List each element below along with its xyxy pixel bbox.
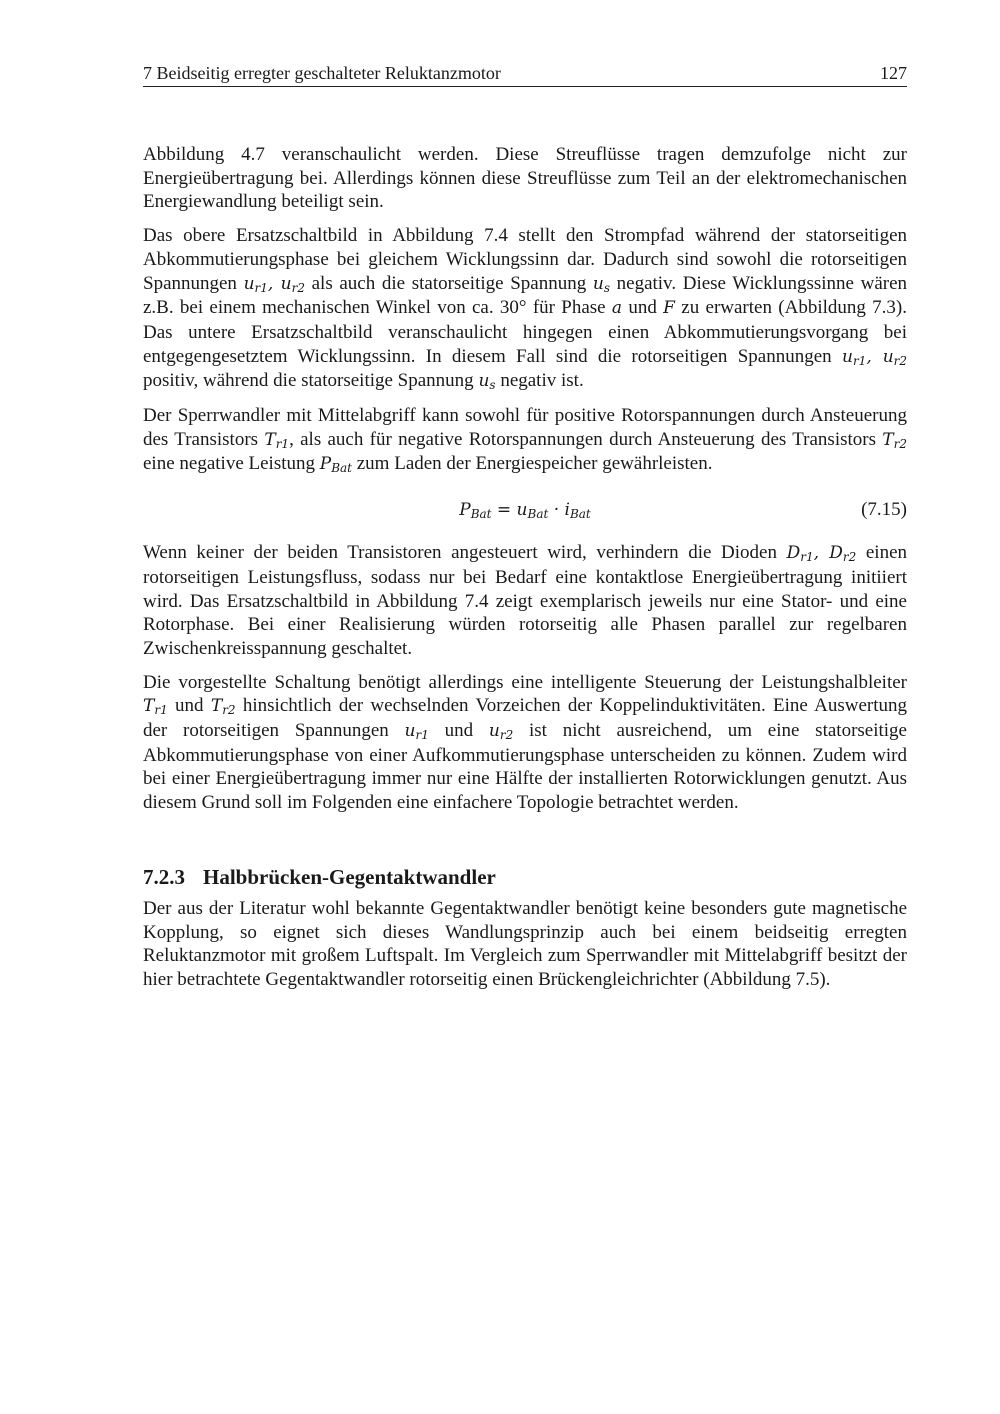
paragraph-2-text: Das obere Ersatzschaltbild in Abbildung 7.4 stellt den Strompfad während der statorseitigen Abkommutierungsphase bei gleichem Wicklungssinn dar. Dadurch sind sowohl die rotorseitigen Spannungen bbox=[143, 225, 907, 294]
paragraph-3-text: Der Sperrwandler mit Mittelabgriff kann sowohl für positive Rotorspannungen durch Ansteuerung des Transistors bbox=[143, 405, 907, 450]
paragraph-4-text: Wenn keiner der beiden Transistoren angesteuert wird, verhindern die Dioden bbox=[143, 542, 787, 564]
section-title: Halbbrücken-Gegentaktwandler bbox=[203, 864, 496, 889]
math-tr1: $T_{r1}$ bbox=[264, 429, 290, 451]
math-phase-a: a bbox=[611, 298, 623, 319]
paragraph-5-text: ist nicht ausreichend, um eine statorseitige Abkommutierungsphase von einer Aufkommutierungsphase unterscheiden zu können. Zudem wird bei einer Energieübertragung immer nur eine Hälfte der installierten Rotorwicklungen genutzt. Aus diesem Grund soll im Folgenden eine einfachere Topologie betrachtet werden. bbox=[143, 720, 907, 814]
math-ur1-ur2: $u_{r1}$, $u_{r2}$ bbox=[841, 346, 908, 368]
math-tr2: $T_{r2}$ bbox=[882, 429, 908, 451]
math-us: $u_s$ bbox=[592, 273, 610, 295]
math-us: $u_s$ bbox=[478, 371, 496, 393]
paragraph-5-text: hinsichtlich der wechselnden Vorzeichen der Koppelinduktivitäten. Eine Auswertung der rotorseitigen Spannungen bbox=[143, 695, 907, 742]
math-dr1-dr2: $D_{r1}$, $D_{r2}$ bbox=[786, 543, 857, 565]
body-text bbox=[143, 143, 907, 1002]
section-number: 7.2.3 bbox=[143, 864, 185, 889]
paragraph-2-text: negativ ist. bbox=[495, 370, 584, 392]
running-header bbox=[143, 60, 907, 87]
paragraph-2-text: zu erwarten (Abbildung 7.3). Das untere Ersatzschaltbild veranschaulicht hingegen einen Abkommutierungsvorgang bei entgegengesetztem Wicklungssinn. In diesem Fall sind die rotorseitigen Spannungen bbox=[143, 297, 908, 367]
paragraph-5-text: und bbox=[167, 695, 211, 717]
math-ur1: $u_{r1}$ bbox=[404, 721, 429, 743]
equation-7-15 bbox=[143, 493, 907, 527]
equation-number: (7.15) bbox=[861, 499, 907, 521]
paragraph-6: Der aus der Literatur wohl bekannte Gegentaktwandler benötigt keine besonders gute magnetische Kopplung, so eignet sich dieses Wandlungsprinzip auch bei einem beidseitig erregten Reluktanzmotor mit großem Luftspalt. Im Vergleich zum Sperrwandler mit Mittelabgriff besitzt der hier betrachtete Gegentaktwandler rotorseitig einen Brückengleichrichter (Abbildung 7.5). bbox=[143, 897, 907, 990]
paragraph-5-text: und bbox=[428, 720, 489, 742]
paragraph-3-text: , als auch für negative Rotorspannungen durch Ansteuerung des Transistors bbox=[289, 428, 883, 450]
section-heading bbox=[143, 863, 907, 891]
paragraph-3-text: zum Laden der Energiespeicher gewährleisten. bbox=[352, 453, 713, 475]
paragraph-4-text: einen rotorseitigen Leistungsfluss, sodass nur bei Bedarf eine kontaktlose Energieübertragung initiiert wird. Das Ersatzschaltbild in Abbildung 7.4 zeigt exemplarisch jeweils nur eine Stator- und eine Rotorphase. Bei einer Realisierung würden rotorseitig alle Phasen parallel zur regelbaren Zwischenkreisspannung geschaltet. bbox=[143, 542, 907, 659]
math-ur2: $u_{r2}$ bbox=[488, 721, 514, 743]
math-ur1-ur2: $u_{r1}$, $u_{r2}$ bbox=[243, 273, 305, 295]
paragraph-4 bbox=[143, 541, 907, 661]
paragraph-3-text: eine negative Leistung bbox=[143, 453, 320, 475]
page-number: 127 bbox=[880, 63, 907, 83]
math-pbat: $P_{Bat}$ bbox=[319, 454, 352, 476]
equation-expression: $P_{Bat} = u_{Bat} \cdot i_{Bat}$ bbox=[459, 500, 591, 522]
paragraph-5 bbox=[143, 671, 907, 815]
paragraph-2-text: als auch die statorseitige Spannung bbox=[304, 272, 593, 294]
paragraph-5-text: Die vorgestellte Schaltung benötigt allerdings eine intelligente Steuerung der Leistungshalbleiter bbox=[143, 671, 907, 693]
math-phase-f: F bbox=[663, 298, 675, 319]
paragraph-3 bbox=[143, 404, 907, 477]
paragraph-2 bbox=[143, 224, 907, 394]
math-tr2: $T_{r2}$ bbox=[210, 696, 236, 718]
paragraph-2-text: und bbox=[622, 297, 664, 319]
paragraph-2-text: negativ. Diese Wicklungssinne wären z.B. bei einem mechanischen Winkel von ca. 30° für Phase bbox=[143, 272, 908, 319]
paragraph-1: Abbildung 4.7 veranschaulicht werden. Diese Streuflüsse tragen demzufolge nicht zur Energieübertragung bei. Allerdings können diese Streuflüsse zum Teil an der elektromechanischen Energiewandlung beteiligt sein. bbox=[143, 144, 907, 213]
paragraph-2-text: positiv, während die statorseitige Spannung bbox=[143, 370, 479, 392]
chapter-title: 7 Beidseitig erregter geschalteter Reluktanzmotor bbox=[143, 63, 501, 83]
math-tr1: $T_{r1}$ bbox=[143, 696, 168, 718]
